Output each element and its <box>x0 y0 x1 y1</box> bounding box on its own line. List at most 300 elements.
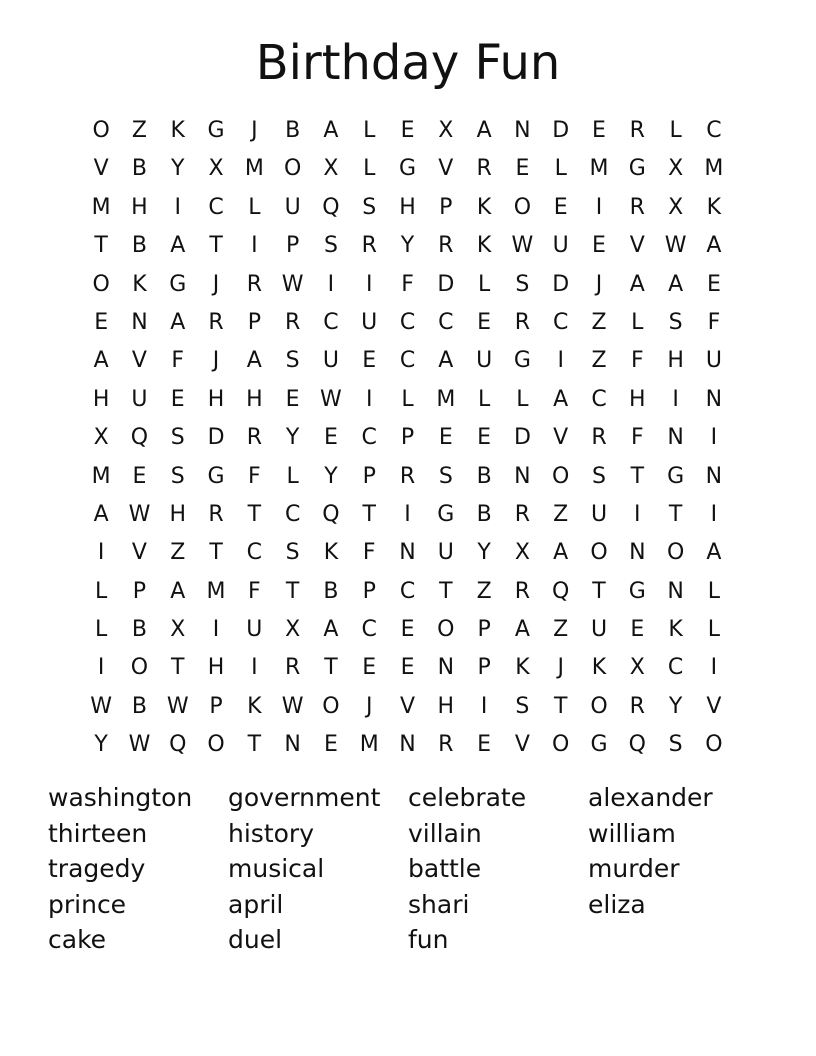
grid-letter: T <box>209 540 223 566</box>
grid-letter: G <box>169 271 187 297</box>
grid-letter: M <box>704 156 724 182</box>
grid-letter: E <box>630 617 645 643</box>
grid-letter: C <box>284 501 301 527</box>
grid-letter: S <box>515 693 530 719</box>
grid-letter: R <box>476 156 492 182</box>
grid-letter: Q <box>322 501 340 527</box>
grid-letter: C <box>706 118 722 143</box>
grid-letter: P <box>477 617 491 643</box>
grid-letter: O <box>705 732 723 758</box>
grid-letter: J <box>212 348 220 374</box>
grid-letter: U <box>552 233 569 259</box>
grid-letter: L <box>516 386 529 412</box>
grid-letter: G <box>667 463 685 489</box>
grid-letter: W <box>128 732 151 758</box>
grid-letter: E <box>592 118 606 143</box>
grid-letter: Z <box>553 617 569 643</box>
grid-letter: K <box>132 271 147 297</box>
grid-letter: A <box>706 233 722 259</box>
grid-letter: H <box>667 348 684 374</box>
grid-letter: I <box>480 693 488 719</box>
grid-letter: M <box>91 194 111 220</box>
grid-letter: O <box>552 732 570 758</box>
grid-letter: N <box>437 655 455 681</box>
grid-letter: V <box>514 732 530 758</box>
grid-letter: A <box>514 617 530 643</box>
grid-letter: T <box>362 501 376 527</box>
grid-letter: F <box>171 348 185 374</box>
grid-letter: I <box>710 655 718 681</box>
grid-letter: N <box>399 540 416 566</box>
grid-letter: J <box>557 655 564 681</box>
grid-letter: H <box>92 386 110 412</box>
word-bank <box>48 780 768 958</box>
grid-letter: V <box>438 156 454 182</box>
grid-letter: R <box>514 578 531 604</box>
grid-letter: R <box>399 463 416 489</box>
grid-letter: Y <box>171 156 185 182</box>
grid-letter: U <box>361 309 378 335</box>
grid-letter: V <box>93 156 109 182</box>
grid-letter: D <box>437 271 455 297</box>
grid-letter: H <box>629 386 646 412</box>
grid-letter: R <box>284 655 301 681</box>
grid-letter: Q <box>552 578 570 604</box>
word-bank-item: fun <box>408 925 449 954</box>
word-bank-item: william <box>588 818 676 848</box>
grid-letter: L <box>631 309 644 335</box>
word-bank-item: shari <box>408 889 470 919</box>
grid-letter: T <box>630 463 645 489</box>
grid-letter: R <box>629 118 645 143</box>
grid-letter: D <box>513 425 531 451</box>
grid-letter: N <box>667 578 684 604</box>
grid-letter: E <box>515 156 530 182</box>
grid-letter: S <box>170 463 185 489</box>
grid-letter: K <box>170 118 185 143</box>
grid-letter: X <box>514 540 530 566</box>
grid-letter: V <box>399 693 416 719</box>
grid-letter: C <box>361 617 377 643</box>
grid-letter: I <box>251 233 258 259</box>
grid-letter: L <box>363 156 376 182</box>
grid-letter: G <box>513 348 531 374</box>
grid-letter: B <box>131 156 147 182</box>
grid-letter: T <box>247 501 262 527</box>
grid-letter: L <box>477 271 491 297</box>
grid-letter: G <box>398 156 417 182</box>
grid-letter: E <box>362 655 377 681</box>
grid-letter: P <box>439 194 453 220</box>
grid-letter: P <box>132 578 147 604</box>
grid-letter: E <box>323 425 338 451</box>
grid-letter: N <box>705 463 723 489</box>
word-bank-item: eliza <box>588 889 646 919</box>
grid-letter: L <box>401 386 414 412</box>
grid-letter: U <box>437 540 454 566</box>
grid-letter: A <box>553 386 569 412</box>
grid-letter: U <box>322 348 339 374</box>
word-bank-item: april <box>228 889 284 919</box>
grid-letter: U <box>590 617 608 643</box>
grid-letter: X <box>170 617 186 643</box>
grid-letter: S <box>668 732 683 758</box>
grid-letter: I <box>251 655 258 681</box>
grid-letter: E <box>553 194 568 220</box>
word-bank-item: alexander <box>588 783 713 812</box>
grid-letter: C <box>246 540 263 566</box>
word-bank-item: battle <box>408 854 482 883</box>
grid-letter: H <box>169 501 187 527</box>
grid-letter: R <box>246 271 262 297</box>
grid-letter: K <box>706 194 722 220</box>
grid-letter: A <box>170 233 186 259</box>
word-bank-item: villain <box>408 818 482 848</box>
word-bank-item: tragedy <box>48 854 146 883</box>
grid-letter: H <box>131 194 148 220</box>
grid-letter: V <box>706 693 722 719</box>
grid-letter: O <box>552 463 570 489</box>
grid-letter: I <box>404 501 411 527</box>
grid-letter: C <box>591 386 607 412</box>
grid-letter: A <box>93 501 109 527</box>
grid-letter: A <box>93 348 109 374</box>
grid-letter: W <box>664 233 687 259</box>
grid-letter: L <box>477 386 491 412</box>
grid-letter: T <box>668 501 683 527</box>
grid-letter: K <box>668 617 683 643</box>
grid-letter: E <box>438 425 453 451</box>
grid-letter: E <box>285 386 300 412</box>
grid-letter: O <box>666 540 685 566</box>
word-bank-item: washington <box>48 783 193 812</box>
grid-letter: N <box>629 540 646 566</box>
grid-letter: T <box>285 578 300 604</box>
grid-letter: Q <box>322 194 340 220</box>
grid-letter: Q <box>130 425 149 451</box>
grid-letter: F <box>362 540 376 566</box>
grid-letter: I <box>557 348 564 374</box>
grid-letter: I <box>327 271 335 297</box>
grid-letter: R <box>284 309 301 335</box>
grid-letter: F <box>630 425 644 451</box>
grid-letter: X <box>668 156 684 182</box>
grid-letter: H <box>437 693 455 719</box>
grid-letter: I <box>174 194 181 220</box>
grid-letter: S <box>170 425 185 451</box>
grid-letter: T <box>209 233 223 259</box>
grid-letter: S <box>323 233 338 259</box>
grid-letter: P <box>362 578 376 604</box>
grid-letter: I <box>672 386 679 412</box>
grid-letter: R <box>361 233 377 259</box>
grid-letter: R <box>208 501 224 527</box>
grid-letter: S <box>438 463 453 489</box>
grid-letter: O <box>322 693 340 719</box>
grid-letter: L <box>286 463 299 489</box>
grid-letter: N <box>131 309 148 335</box>
grid-letter: W <box>320 386 342 412</box>
grid-letter: T <box>94 233 108 259</box>
grid-letter: E <box>132 463 147 489</box>
grid-letter: J <box>212 271 220 297</box>
grid-letter: C <box>208 194 224 220</box>
grid-letter: R <box>514 501 531 527</box>
word-bank-item: prince <box>48 889 127 919</box>
grid-letter: M <box>91 463 111 489</box>
grid-letter: O <box>513 194 532 220</box>
grid-letter: L <box>554 156 567 182</box>
grid-letter: C <box>438 309 454 335</box>
grid-letter: C <box>553 309 569 335</box>
grid-letter: X <box>285 617 301 643</box>
grid-letter: L <box>248 194 261 220</box>
grid-letter: N <box>514 463 531 489</box>
grid-letter: A <box>629 271 645 297</box>
grid-letter: E <box>323 732 338 758</box>
grid-letter: S <box>362 194 377 220</box>
grid-letter: D <box>552 118 570 143</box>
grid-letter: C <box>323 309 339 335</box>
word-bank-item: duel <box>228 925 283 954</box>
grid-letter: V <box>131 540 147 566</box>
grid-letter: E <box>400 617 415 643</box>
grid-letter: R <box>514 309 531 335</box>
grid-letter: F <box>248 463 261 489</box>
grid-letter: I <box>634 501 641 527</box>
grid-letter: M <box>206 578 226 604</box>
grid-letter: H <box>246 386 263 412</box>
grid-letter: D <box>207 425 225 451</box>
grid-letter: A <box>323 617 339 643</box>
grid-letter: H <box>399 194 416 220</box>
grid-letter: K <box>247 693 262 719</box>
grid-letter: Z <box>476 578 492 604</box>
grid-letter: I <box>365 386 373 412</box>
grid-letter: C <box>667 655 684 681</box>
grid-letter: P <box>247 309 261 335</box>
grid-letter: R <box>629 194 645 220</box>
grid-letter: C <box>399 348 416 374</box>
grid-letter: N <box>284 732 301 758</box>
grid-letter: U <box>705 348 722 374</box>
grid-letter: P <box>400 425 415 451</box>
grid-letter: R <box>246 425 262 451</box>
grid-letter: O <box>130 655 149 681</box>
grid-letter: O <box>207 732 225 758</box>
grid-letter: K <box>476 233 492 259</box>
grid-letter: W <box>90 693 113 719</box>
grid-letter: X <box>629 655 645 681</box>
grid-letter: K <box>323 540 339 566</box>
grid-letter: Y <box>94 732 108 758</box>
grid-letter: J <box>595 271 603 297</box>
grid-letter: F <box>707 309 721 335</box>
grid-letter: T <box>553 693 568 719</box>
grid-letter: P <box>362 463 376 489</box>
grid-letter: U <box>590 501 608 527</box>
grid-letter: U <box>246 617 263 643</box>
grid-letter: A <box>323 118 339 143</box>
grid-letter: M <box>589 156 609 182</box>
grid-letter: E <box>592 233 606 259</box>
grid-letter: X <box>668 194 684 220</box>
grid-letter: Y <box>400 233 415 259</box>
grid-letter: S <box>285 540 300 566</box>
grid-letter: E <box>170 386 185 412</box>
grid-letter: G <box>437 501 455 527</box>
grid-letter: T <box>247 732 262 758</box>
word-bank-item: celebrate <box>408 783 527 812</box>
grid-letter: R <box>629 693 645 719</box>
grid-letter: O <box>92 271 110 297</box>
grid-letter: N <box>399 732 416 758</box>
grid-letter: E <box>706 271 721 297</box>
grid-letter: A <box>706 540 722 566</box>
grid-letter: E <box>477 309 492 335</box>
grid-letter: H <box>207 655 225 681</box>
grid-letter: F <box>630 348 644 374</box>
grid-letter: Y <box>285 425 300 451</box>
grid-letter: R <box>591 425 607 451</box>
word-bank-item: history <box>228 818 314 848</box>
grid-letter: B <box>285 118 301 143</box>
grid-letter: A <box>668 271 684 297</box>
grid-letter: S <box>668 309 683 335</box>
grid-letter: P <box>285 233 300 259</box>
grid-letter: A <box>553 540 569 566</box>
grid-letter: L <box>95 617 108 643</box>
grid-letter: A <box>476 118 492 143</box>
grid-letter: I <box>595 194 603 220</box>
grid-letter: E <box>400 118 415 143</box>
grid-letter: G <box>590 732 608 758</box>
grid-letter: W <box>128 501 151 527</box>
grid-letter: Z <box>553 501 569 527</box>
grid-letter: L <box>363 118 376 143</box>
grid-letter: L <box>707 578 721 604</box>
grid-letter: T <box>171 655 185 681</box>
grid-letter: F <box>248 578 261 604</box>
grid-letter: G <box>628 156 646 182</box>
grid-letter: M <box>436 386 456 412</box>
grid-letter: I <box>97 655 105 681</box>
grid-letter: B <box>131 617 147 643</box>
grid-letter: B <box>476 501 492 527</box>
grid-letter: L <box>95 578 108 604</box>
word-bank-item: cake <box>48 925 107 954</box>
page-title: Birthday Fun <box>255 35 561 91</box>
grid-letter: I <box>710 425 718 451</box>
grid-letter: T <box>592 578 606 604</box>
grid-letter: O <box>590 693 608 719</box>
letter-grid <box>82 112 733 765</box>
grid-letter: C <box>399 309 416 335</box>
grid-letter: D <box>552 271 570 297</box>
grid-letter: E <box>477 732 492 758</box>
grid-letter: P <box>209 693 223 719</box>
grid-letter: J <box>251 118 258 143</box>
grid-letter: X <box>323 156 339 182</box>
grid-letter: H <box>207 386 225 412</box>
grid-letter: V <box>131 348 147 374</box>
grid-letter: B <box>131 233 147 259</box>
word-bank-item: murder <box>588 854 680 883</box>
grid-letter: R <box>208 309 224 335</box>
grid-letter: A <box>170 578 186 604</box>
grid-letter: A <box>246 348 262 374</box>
grid-letter: R <box>438 732 454 758</box>
grid-letter: K <box>476 194 492 220</box>
grid-letter: N <box>514 118 531 143</box>
grid-letter: J <box>365 693 373 719</box>
grid-letter: X <box>93 425 109 451</box>
grid-letter: A <box>438 348 454 374</box>
grid-letter: N <box>667 425 684 451</box>
grid-letter: K <box>591 655 607 681</box>
grid-letter: U <box>131 386 148 412</box>
grid-letter: W <box>166 693 189 719</box>
grid-letter: E <box>400 655 415 681</box>
grid-letter: V <box>553 425 569 451</box>
grid-letter: W <box>511 233 534 259</box>
grid-letter: B <box>476 463 492 489</box>
grid-letter: N <box>705 386 723 412</box>
grid-letter: G <box>207 463 225 489</box>
grid-letter: Z <box>131 118 147 143</box>
grid-letter: Q <box>169 732 187 758</box>
grid-letter: B <box>131 693 147 719</box>
word-bank-item: musical <box>228 854 325 883</box>
grid-letter: X <box>208 156 224 182</box>
grid-letter: Q <box>628 732 646 758</box>
grid-letter: L <box>707 617 721 643</box>
grid-letter: Y <box>668 693 683 719</box>
grid-letter: A <box>170 309 186 335</box>
grid-letter: F <box>401 271 414 297</box>
grid-letter: B <box>323 578 339 604</box>
grid-letter: O <box>92 118 110 143</box>
grid-letter: W <box>281 693 304 719</box>
grid-letter: S <box>515 271 530 297</box>
grid-letter: G <box>207 118 225 143</box>
grid-letter: R <box>438 233 454 259</box>
word-bank-item: government <box>228 783 381 812</box>
grid-letter: Z <box>591 348 607 374</box>
grid-letter: E <box>477 425 492 451</box>
grid-letter: V <box>629 233 645 259</box>
grid-letter: I <box>365 271 373 297</box>
grid-letter: S <box>592 463 606 489</box>
grid-letter: U <box>284 194 301 220</box>
grid-letter: E <box>362 348 377 374</box>
grid-letter: M <box>359 732 379 758</box>
grid-letter: Y <box>324 463 338 489</box>
grid-letter: Z <box>170 540 186 566</box>
grid-letter: I <box>710 501 718 527</box>
grid-letter: C <box>361 425 377 451</box>
grid-letter: E <box>94 309 109 335</box>
grid-letter: L <box>669 118 682 143</box>
grid-letter: S <box>285 348 300 374</box>
word-bank-item: thirteen <box>48 818 148 848</box>
grid-letter: Z <box>591 309 607 335</box>
grid-letter: I <box>97 540 105 566</box>
grid-letter: X <box>438 118 454 143</box>
grid-letter: C <box>399 578 416 604</box>
grid-letter: M <box>244 156 264 182</box>
grid-letter: U <box>476 348 493 374</box>
